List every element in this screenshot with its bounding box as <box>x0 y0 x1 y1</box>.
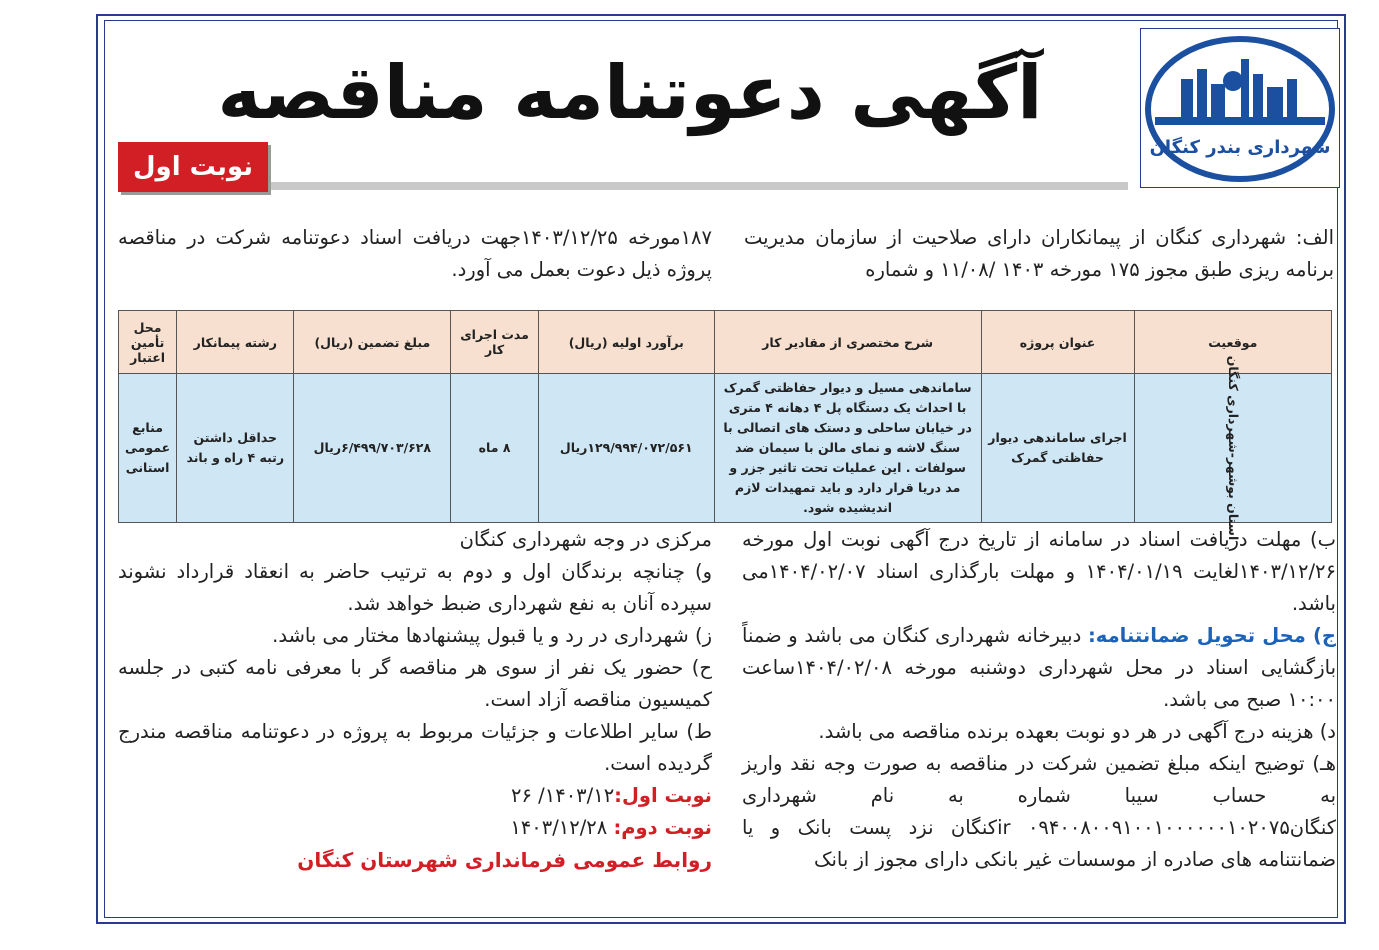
municipality-logo <box>1140 28 1340 188</box>
clause-j-text: دبیرخانه شهرداری کنگان می باشد و ضمناً بازگشایی اسناد در محل شهرداری دوشنبه مورخه ۱۴۰۴/۰۲/۰۸ساعت ۱۰:۰۰ صبح می باشد. <box>742 624 1336 711</box>
header-cell: رشته پیمانکار <box>177 311 294 374</box>
footer-signature: روابط عمومی فرمانداری شهرستان کنگان <box>297 848 712 872</box>
header-cell: شرح مختصری از مقادیر کار <box>714 311 981 374</box>
header-cell: عنوان پروژه <box>981 311 1134 374</box>
estimate-cell: ۱۲۹/۹۹۴/۰۷۲/۵۶۱ریال <box>538 374 714 523</box>
duration-cell: ۸ ماه <box>451 374 539 523</box>
funding-cell: منابع عمومی استانی <box>119 374 177 523</box>
title-divider <box>260 182 1128 190</box>
conditions-left <box>118 524 712 876</box>
location-cell <box>1134 355 1331 541</box>
page-title: آگهی دعوتنامه مناقصه <box>217 50 1043 136</box>
project-cell: اجرای ساماندهی دیوار حفاظتی گمرک <box>981 374 1134 523</box>
clause-b: ب) مهلت دریافت اسناد در سامانه از تاریخ درج آگهی نوبت اول مورخه ۱۴۰۳/۱۲/۲۶لغایت ۱۴۰۴/۰۱/۱۹ و مهلت بارگذاری اسناد ۱۴۰۴/۰۲/۰۷می باشد. <box>742 528 1336 615</box>
logo-text: شهرداری بندر کنگان <box>1149 137 1331 158</box>
contractor-cell: حداقل داشتن رتبه ۴ راه و باند <box>177 374 294 523</box>
header-cell: مبلغ تضمین (ریال) <box>294 311 451 374</box>
intro-right: الف: شهرداری کنگان از پیمانکاران دارای صلاحیت از سازمان مدیریت برنامه ریزی طبق مجوز ۱۷۵ مورخه ۱۴۰۳ /۱۱/۰۸ و شماره <box>744 226 1334 281</box>
second-round-label: نوبت دوم: <box>613 816 712 839</box>
description-cell: ساماندهی مسیل و دیوار حفاظتی گمرک با احداث یک دستگاه پل ۴ دهانه ۴ متری در خیابان ساحلی و دستک های اتصالی با سنگ لاشه و نمای مالن با سیمان ضد سولفات . این عملیات تحت تاثیر جزر و مد دریا قرار دارد و باید تمهیدات لازم اندیشیده شود. <box>714 374 981 523</box>
first-round-label: نوبت اول: <box>614 784 712 807</box>
header-cell: مدت اجرای کار <box>451 311 539 374</box>
intro-left: ۱۸۷مورخه ۱۴۰۳/۱۲/۲۵جهت دریافت اسناد دعوتنامه شرکت در مناقصه پروژه ذیل دعوت بعمل می آورد. <box>118 226 712 281</box>
clause-d: د) هزینه درج آگهی در هر دو نوبت بعهده برنده مناقصه می باشد. <box>818 720 1336 743</box>
header-cell: برآورد اولیه (ریال) <box>538 311 714 374</box>
clause-v: و) چنانچه برندگان اول و دوم به ترتیب حاضر به انعقاد قرارداد نشوند سپرده آنان به نفع شهرداری ضبط خواهد شد. <box>118 560 712 615</box>
round-badge: نوبت اول <box>118 142 268 192</box>
header-cell: محل تأمین اعتبار <box>119 311 177 374</box>
first-round-date: ۱۴۰۳/۱۲/ ۲۶ <box>511 784 615 807</box>
clause-t: ط) سایر اطلاعات و جزئیات مربوط به پروژه در دعوتنامه مناقصه مندرج گردیده است. <box>118 720 712 775</box>
second-round <box>118 812 712 844</box>
guarantee-cell: ۶/۴۹۹/۷۰۳/۶۲۸ریال <box>294 374 451 523</box>
logo-emblem-icon <box>1141 29 1339 187</box>
second-round-date: ۱۴۰۳/۱۲/۲۸ <box>510 816 608 839</box>
header-cell: موقعیت <box>1134 311 1331 374</box>
location-text: استان بوشهر-شهرداری کنگان <box>1225 355 1241 541</box>
table-row <box>119 374 1332 523</box>
clause-h: هـ) توضیح اینکه مبلغ تضمین شرکت در مناقصه به صورت وجه نقد واریز به حساب سیبا شماره به نام شهرداری کنگان۰۹۴۰۰۸۰۰۹۱۰۰۱۰۰۰۰۰۰۱۰۲۰۷۵ irکنگان نزد پست بانک و یا ضمانتنامه های صادره از موسسات غیر بانکی دارای مجوز از بانک <box>742 752 1336 871</box>
clause-z: ز) شهرداری در رد و یا قبول پیشنهادها مختار می باشد. <box>272 624 712 647</box>
first-round <box>118 780 712 812</box>
clause-continued: مرکزی در وجه شهرداری کنگان <box>459 528 712 551</box>
clause-j-label: ج) محل تحویل ضمانتنامه: <box>1087 624 1336 647</box>
table-header-row <box>119 311 1332 374</box>
clause-j <box>742 620 1336 716</box>
clause-h2: ح) حضور یک نفر از سوی هر مناقصه گر با معرفی نامه کتبی در جلسه کمیسیون مناقصه آزاد است. <box>118 656 712 711</box>
conditions-right <box>742 524 1336 876</box>
